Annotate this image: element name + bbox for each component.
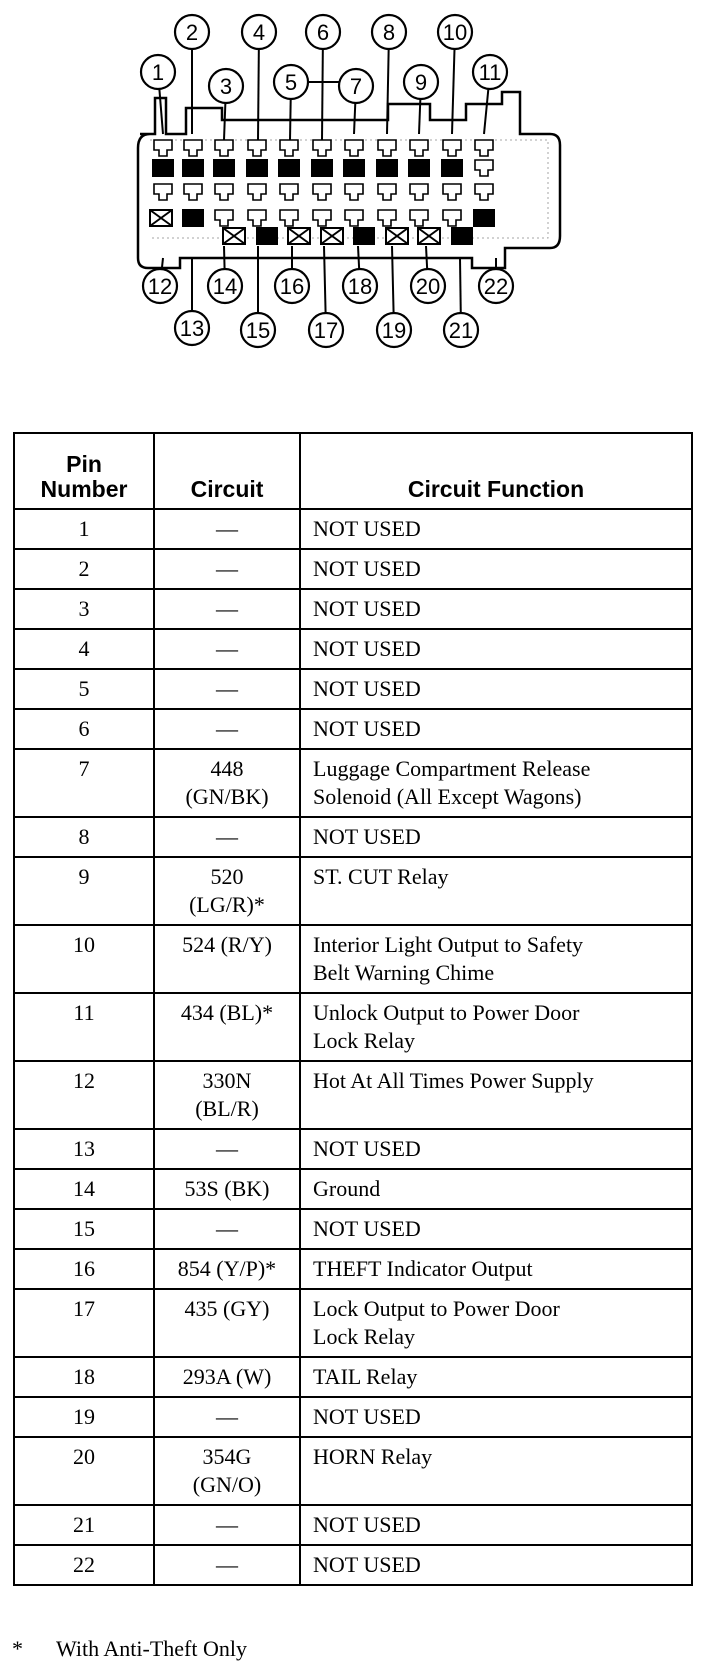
pin-callout-5	[274, 65, 308, 99]
pin-number-cell: 9	[14, 857, 154, 925]
circuit-cell	[154, 549, 300, 589]
pin-callout-22-label: 22	[483, 274, 509, 299]
circuit-cell	[154, 1169, 300, 1209]
pin-number-cell: 1	[14, 509, 154, 549]
pin-number-cell: 18	[14, 1357, 154, 1397]
function-line: Unlock Output to Power Door	[313, 1000, 580, 1025]
table-row	[14, 1545, 692, 1585]
table-row	[14, 993, 692, 1061]
pin-callout-12	[143, 269, 177, 303]
pin-callout-22	[479, 269, 513, 303]
cavity-bottom-8	[386, 228, 408, 244]
circuit-cell	[154, 1505, 300, 1545]
cavity-bottom-6	[321, 228, 343, 244]
circuit-line: (LG/R)*	[189, 892, 265, 917]
cavity-mid-9	[410, 184, 428, 200]
pin-callout-1-label: 1	[151, 60, 165, 85]
function-line: NOT USED	[313, 1136, 421, 1161]
circuit-cell	[154, 1209, 300, 1249]
function-line: NOT USED	[313, 556, 421, 581]
function-line: NOT USED	[313, 1404, 421, 1429]
pin-callout-7	[339, 69, 373, 103]
circuit-line: 293A (W)	[182, 1364, 272, 1389]
pin-number-cell: 10	[14, 925, 154, 993]
cavity-low-2	[182, 209, 204, 227]
pin-callout-19	[377, 313, 411, 347]
table-row	[14, 509, 692, 549]
circuit-function-cell	[300, 709, 692, 749]
circuit-cell	[154, 589, 300, 629]
table-row	[14, 1289, 692, 1357]
pin-callout-9-label: 9	[414, 70, 428, 95]
table-row	[14, 857, 692, 925]
circuit-function-cell	[300, 817, 692, 857]
pin-number-cell: 13	[14, 1129, 154, 1169]
function-line: NOT USED	[313, 636, 421, 661]
cavity-upper-5	[278, 159, 300, 177]
circuit-line: 524 (R/Y)	[182, 932, 272, 957]
circuit-cell	[154, 509, 300, 549]
circuit-line: —	[216, 596, 238, 621]
function-line: Lock Output to Power Door	[313, 1296, 560, 1321]
table-row	[14, 1169, 692, 1209]
circuit-function-cell	[300, 1357, 692, 1397]
cavity-top-2	[184, 140, 202, 156]
pin-callout-3-label: 3	[219, 74, 233, 99]
function-line: Luggage Compartment Release	[313, 756, 591, 781]
pin-callout-10-label: 10	[442, 20, 468, 45]
circuit-cell	[154, 1437, 300, 1505]
circuit-cell	[154, 1249, 300, 1289]
circuit-cell	[154, 749, 300, 817]
circuit-function-cell	[300, 669, 692, 709]
table-row	[14, 1437, 692, 1505]
pin-callout-18	[343, 269, 377, 303]
table-row	[14, 589, 692, 629]
pin-number-cell: 12	[14, 1061, 154, 1129]
circuit-function-cell	[300, 1289, 692, 1357]
circuit-function-cell	[300, 509, 692, 549]
pin-callout-6-label: 6	[316, 20, 330, 45]
circuit-cell	[154, 1357, 300, 1397]
cavity-upper-4	[246, 159, 268, 177]
cavity-upper-10	[441, 159, 463, 177]
function-line: NOT USED	[313, 676, 421, 701]
pin-callout-9	[404, 65, 438, 99]
header-pin-number	[14, 433, 154, 509]
cavity-low-3	[215, 210, 233, 226]
pin-callout-11-label: 11	[478, 60, 502, 85]
table-row	[14, 1061, 692, 1129]
pin-callout-21-label: 21	[448, 318, 474, 343]
cavity-top-7	[345, 140, 363, 156]
circuit-line: —	[216, 716, 238, 741]
table-row	[14, 749, 692, 817]
cavity-top-4	[248, 140, 266, 156]
function-line: NOT USED	[313, 1512, 421, 1537]
function-line: Belt Warning Chime	[313, 960, 495, 985]
pin-number-cell: 14	[14, 1169, 154, 1209]
function-line: Solenoid (All Except Wagons)	[313, 784, 582, 809]
circuit-cell	[154, 1061, 300, 1129]
circuit-function-cell	[300, 1061, 692, 1129]
circuit-function-cell	[300, 857, 692, 925]
function-line: HORN Relay	[313, 1444, 433, 1469]
function-line: Hot At All Times Power Supply	[313, 1068, 594, 1093]
table-row	[14, 549, 692, 589]
cavity-low-4	[248, 210, 266, 226]
function-line: NOT USED	[313, 516, 421, 541]
pin-number-cell: 17	[14, 1289, 154, 1357]
cavity-mid-8	[378, 184, 396, 200]
cavity-mid-5	[280, 184, 298, 200]
circuit-line: —	[216, 1512, 238, 1537]
function-line: Interior Light Output to Safety	[313, 932, 584, 957]
pin-number-cell: 6	[14, 709, 154, 749]
pin-callout-8-label: 8	[382, 20, 396, 45]
connector-face-svg	[0, 0, 704, 380]
cavity-low-7	[345, 210, 363, 226]
cavity-low-10	[443, 210, 461, 226]
circuit-cell	[154, 817, 300, 857]
pin-number-cell: 22	[14, 1545, 154, 1585]
pin-callout-19-label: 19	[381, 318, 407, 343]
pin-callout-16-label: 16	[279, 274, 305, 299]
cavity-top-6	[313, 140, 331, 156]
header-circuit: Circuit	[154, 433, 300, 509]
cavity-low-1	[150, 210, 172, 226]
pin-callout-8	[372, 15, 406, 49]
pin-number-cell: 4	[14, 629, 154, 669]
cavity-top-11	[475, 140, 493, 156]
pin-callout-20	[411, 269, 445, 303]
pin-callout-13-label: 13	[179, 316, 205, 341]
cavity-low-9	[410, 210, 428, 226]
table-row	[14, 1357, 692, 1397]
cavity-upper-8	[376, 159, 398, 177]
circuit-cell	[154, 1545, 300, 1585]
circuit-cell	[154, 1397, 300, 1437]
pin-callout-14-label: 14	[212, 274, 238, 299]
circuit-function-cell	[300, 629, 692, 669]
function-line: NOT USED	[313, 824, 421, 849]
function-line: NOT USED	[313, 716, 421, 741]
table-row	[14, 1249, 692, 1289]
circuit-function-cell	[300, 1129, 692, 1169]
circuit-line: —	[216, 516, 238, 541]
circuit-function-cell	[300, 925, 692, 993]
circuit-cell	[154, 1289, 300, 1357]
cavity-mid-3	[215, 184, 233, 200]
pin-callout-2	[175, 15, 209, 49]
pin-callout-12-label: 12	[147, 274, 173, 299]
circuit-line: —	[216, 556, 238, 581]
circuit-cell	[154, 669, 300, 709]
circuit-function-cell	[300, 1169, 692, 1209]
pin-number-cell: 16	[14, 1249, 154, 1289]
cavity-mid-2	[184, 184, 202, 200]
table-row	[14, 669, 692, 709]
circuit-line: (GN/O)	[192, 1472, 262, 1497]
cavity-low-6	[313, 210, 331, 226]
cavity-mid-7	[345, 184, 363, 200]
header-circuit-function: Circuit Function	[300, 433, 692, 509]
pin-callout-3	[209, 69, 243, 103]
pin-callout-14	[208, 269, 242, 303]
circuit-line: —	[216, 1552, 238, 1577]
circuit-line: 435 (GY)	[184, 1296, 270, 1321]
pin-callout-20-label: 20	[415, 274, 441, 299]
circuit-function-cell	[300, 1249, 692, 1289]
function-line: TAIL Relay	[313, 1364, 418, 1389]
function-line: ST. CUT Relay	[313, 864, 449, 889]
circuit-line: —	[216, 1404, 238, 1429]
pin-number-cell: 7	[14, 749, 154, 817]
pin-callout-1	[141, 55, 175, 89]
function-line: Lock Relay	[313, 1028, 416, 1053]
circuit-line: 330N	[202, 1068, 252, 1093]
circuit-line: 520	[210, 864, 244, 889]
cavity-top-8	[378, 140, 396, 156]
table-row	[14, 1397, 692, 1437]
circuit-line: 53S (BK)	[184, 1176, 270, 1201]
pin-callout-4	[242, 15, 276, 49]
circuit-line: 434 (BL)*	[180, 1000, 274, 1025]
cavity-bottom-9	[418, 228, 440, 244]
cavity-upper-9	[408, 159, 430, 177]
cavity-top-1	[154, 140, 172, 156]
pin-callout-16	[275, 269, 309, 303]
circuit-function-cell	[300, 1437, 692, 1505]
circuit-function-cell	[300, 1397, 692, 1437]
cavity-mid-4	[248, 184, 266, 200]
pin-number-cell: 20	[14, 1437, 154, 1505]
function-line: NOT USED	[313, 1552, 421, 1577]
header-row	[14, 433, 692, 509]
pin-callout-17-label: 17	[313, 318, 339, 343]
cavity-mid-1	[154, 184, 172, 200]
cavity-low-11	[473, 209, 495, 227]
cavity-top-5	[280, 140, 298, 156]
cavity-mid-11	[475, 184, 493, 200]
cavity-bottom-7	[353, 227, 375, 245]
circuit-cell	[154, 993, 300, 1061]
function-line: NOT USED	[313, 596, 421, 621]
pin-callout-4-label: 4	[252, 20, 266, 45]
pin-number-cell: 11	[14, 993, 154, 1061]
circuit-cell	[154, 629, 300, 669]
cavity-upper-2	[182, 159, 204, 177]
pin-callout-5-label: 5	[284, 70, 298, 95]
circuit-cell	[154, 925, 300, 993]
cavity-bottom-3	[223, 228, 245, 244]
pin-callout-15-label: 15	[245, 318, 271, 343]
function-line: Ground	[313, 1176, 381, 1201]
table-row	[14, 925, 692, 993]
circuit-line: (BL/R)	[195, 1096, 259, 1121]
cavity-top-3	[215, 140, 233, 156]
circuit-line: —	[216, 676, 238, 701]
cavity-low-5	[280, 210, 298, 226]
table-row	[14, 1505, 692, 1545]
function-line: THEFT Indicator Output	[313, 1256, 533, 1281]
cavity-mid-10	[443, 184, 461, 200]
pin-number-cell: 5	[14, 669, 154, 709]
header-pin-line2: Number	[40, 476, 128, 502]
circuit-line: (GN/BK)	[185, 784, 269, 809]
pin-number-cell: 2	[14, 549, 154, 589]
cavity-upper-11	[475, 160, 493, 176]
function-line: Lock Relay	[313, 1324, 416, 1349]
cavity-mid-6	[313, 184, 331, 200]
header-pin-line1: Pin	[66, 451, 102, 477]
function-line: NOT USED	[313, 1216, 421, 1241]
cavity-top-10	[443, 140, 461, 156]
pin-number-cell: 19	[14, 1397, 154, 1437]
pin-callout-15	[241, 313, 275, 347]
circuit-function-cell	[300, 549, 692, 589]
circuit-line: —	[216, 824, 238, 849]
pin-callout-11	[473, 55, 507, 89]
cavity-top-9	[410, 140, 428, 156]
pin-callout-10	[438, 15, 472, 49]
circuit-line: —	[216, 1136, 238, 1161]
table-row	[14, 817, 692, 857]
cavity-bottom-4	[256, 227, 278, 245]
cavity-upper-1	[152, 159, 174, 177]
pin-number-cell: 8	[14, 817, 154, 857]
circuit-function-cell	[300, 1505, 692, 1545]
circuit-line: 354G	[202, 1444, 252, 1469]
pin-callout-2-label: 2	[185, 20, 199, 45]
table-row	[14, 1129, 692, 1169]
circuit-function-cell	[300, 993, 692, 1061]
circuit-function-cell	[300, 749, 692, 817]
pin-callout-13	[175, 311, 209, 345]
footnote	[12, 1636, 247, 1662]
circuit-cell	[154, 857, 300, 925]
connector-housing	[138, 92, 560, 268]
circuit-cell	[154, 709, 300, 749]
pin-callout-17	[309, 313, 343, 347]
circuit-line: —	[216, 636, 238, 661]
pin-number-cell: 15	[14, 1209, 154, 1249]
pin-number-cell: 3	[14, 589, 154, 629]
cavity-bottom-5	[288, 228, 310, 244]
cavity-upper-6	[311, 159, 333, 177]
pin-callout-7-label: 7	[349, 74, 363, 99]
pin-callout-21	[444, 313, 478, 347]
circuit-function-cell	[300, 589, 692, 629]
cavity-upper-7	[343, 159, 365, 177]
circuit-function-cell	[300, 1209, 692, 1249]
footnote-text: With Anti-Theft Only	[56, 1636, 247, 1661]
pin-number-cell: 21	[14, 1505, 154, 1545]
circuit-line: 854 (Y/P)*	[177, 1256, 277, 1281]
circuit-line: —	[216, 1216, 238, 1241]
pin-callout-18-label: 18	[347, 274, 373, 299]
circuit-line: 448	[210, 756, 244, 781]
cavity-bottom-10	[451, 227, 473, 245]
circuit-cell	[154, 1129, 300, 1169]
connector-diagram	[0, 0, 704, 380]
table-row	[14, 629, 692, 669]
cavity-upper-3	[213, 159, 235, 177]
footnote-symbol: *	[12, 1636, 23, 1661]
cavity-low-8	[378, 210, 396, 226]
table-row	[14, 709, 692, 749]
pin-table	[13, 432, 693, 1586]
table-row	[14, 1209, 692, 1249]
circuit-function-cell	[300, 1545, 692, 1585]
pin-callout-6	[306, 15, 340, 49]
